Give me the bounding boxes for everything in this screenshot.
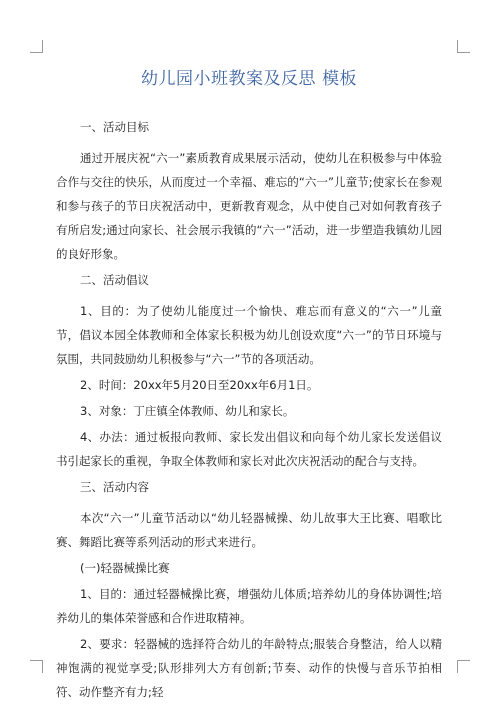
subsection-item-2: 2、要求：轻器械的选择符合幼儿的年龄特点;服装合身整洁，给人以精神饱满的视觉享受;队形排列大方有创新;节奏、动作的快慢与音乐节拍相符、动作整齐有力;轻	[56, 637, 442, 699]
content-intro-paragraph: 本次“六一”儿童节活动以“幼儿轻器械操、幼儿故事大王比赛、唱歌比赛、舞蹈比赛等系列活动的形式来进行。	[56, 511, 442, 549]
subsection-heading: (一)轻器械操比赛	[80, 561, 170, 575]
initiative-item-1: 1、目的：为了使幼儿能度过一个愉快、难忘而有意义的“六一”儿童节，倡议本园全体教师和全体家长积极为幼儿创设欢度“六一”的节日环境与氛围，共同鼓励幼儿积极参与“六一”节的各项活动。	[56, 304, 442, 366]
document-page	[56, 60, 442, 706]
document-title: 幼儿园小班教案及反思 模板	[141, 69, 357, 89]
initiative-item-4: 4、办法：通过板报向教师、家长发出倡议和向每个幼儿家长发送倡议书引起家长的重视，争取全体教师和家长对此次庆祝活动的配合与支持。	[56, 430, 442, 468]
subsection-item-1: 1、目的：通过轻器械操比赛，增强幼儿体质;培养幼儿的身体协调性;培养幼儿的集体荣誉感和合作进取精神。	[56, 587, 442, 625]
section-heading-goals: 一、活动目标	[80, 120, 149, 134]
crop-mark-top-right	[457, 40, 470, 53]
goal-paragraph: 通过开展庆祝“六一”素质教育成果展示活动，使幼儿在积极参与中体验合作与交往的快乐，从而度过一个幸福、难忘的“六一”儿童节;使家长在参观和参与孩子的节日庆祝活动中，更新教育观念，从中使自己对如何教育孩子有所启发;通过向家长、社会展示我镇的“六一”活动，进一步塑造我镇幼儿园的良好形象。	[56, 151, 442, 261]
crop-mark-bottom-left	[30, 660, 43, 673]
section-heading-initiative: 二、活动倡议	[80, 273, 149, 287]
section-heading-content: 三、活动内容	[80, 480, 149, 494]
crop-mark-top-left	[30, 40, 43, 53]
initiative-item-2: 2、时间：20xx年5月20日至20xx年6月1日。	[80, 378, 319, 392]
initiative-item-3: 3、对象：丁庄镇全体教师、幼儿和家长。	[80, 404, 295, 418]
crop-mark-bottom-right	[457, 660, 470, 673]
